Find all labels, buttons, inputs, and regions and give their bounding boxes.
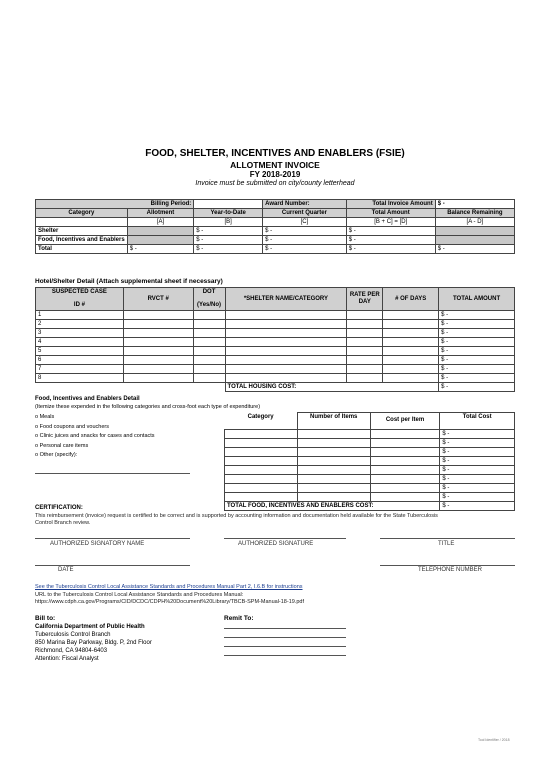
row-category: Shelter: [36, 227, 128, 236]
table-row: [225, 447, 515, 456]
table-row: [225, 483, 515, 492]
amount-cell: $ -: [439, 338, 515, 347]
cost-cell[interactable]: [370, 429, 440, 438]
table-row: [36, 245, 515, 254]
total-food-value: $ -: [440, 501, 515, 510]
rate-cell[interactable]: [347, 329, 383, 338]
table-row: [225, 456, 515, 465]
rvct-cell[interactable]: [123, 311, 193, 320]
list-item: o Meals: [35, 414, 55, 420]
table-row: [36, 329, 515, 338]
sub-blank: [36, 218, 128, 227]
table-row: [36, 374, 515, 383]
rvct-cell[interactable]: [123, 365, 193, 374]
dot-cell[interactable]: [193, 311, 225, 320]
phone-line[interactable]: [380, 565, 515, 566]
category-cell[interactable]: [225, 465, 298, 474]
number-cell[interactable]: [297, 483, 370, 492]
rvct-cell[interactable]: [123, 347, 193, 356]
days-cell[interactable]: [383, 320, 439, 329]
amount-cell: $ -: [440, 429, 515, 438]
bullet-icon: o: [35, 442, 39, 449]
cq-cell: $ -: [263, 236, 347, 245]
billing-period-label: Billing Period:: [36, 200, 194, 209]
certification-title: CERTIFICATION:: [35, 505, 83, 511]
hotel-section-title: Hotel/Shelter Detail (Attach supplemental sheet if necessary): [35, 278, 223, 285]
food-instructions: (Itemize these expended in the following categories and cross-foot each type of expenditure): [35, 404, 261, 410]
signatory-name-label: AUTHORIZED SIGNATORY NAME: [50, 541, 145, 547]
amount-cell: $ -: [440, 474, 515, 483]
shelter-cell[interactable]: [225, 311, 347, 320]
row-category: Total: [36, 245, 128, 254]
shelter-cell[interactable]: [225, 374, 347, 383]
amount-cell: $ -: [440, 456, 515, 465]
address-line: Attention: Fiscal Analyst: [35, 656, 99, 662]
rate-cell[interactable]: [347, 311, 383, 320]
amount-cell: $ -: [440, 447, 515, 456]
date-line[interactable]: [35, 565, 190, 566]
balance-cell: [435, 236, 514, 245]
cost-cell[interactable]: [370, 474, 440, 483]
hdr-rate: RATE PER DAY: [347, 288, 383, 311]
food-items-list: [35, 413, 155, 461]
amount-cell: $ -: [440, 483, 515, 492]
list-item: o Other (specify):: [35, 452, 78, 458]
amount-cell: $ -: [440, 438, 515, 447]
bullet-icon: o: [35, 452, 39, 458]
sub-ad: [A - D]: [435, 218, 514, 227]
total-cell: $ -: [346, 236, 435, 245]
allotment-cell[interactable]: [127, 227, 194, 236]
number-cell[interactable]: [297, 474, 370, 483]
cost-cell[interactable]: [370, 483, 440, 492]
dot-cell[interactable]: [193, 329, 225, 338]
rvct-cell[interactable]: [123, 356, 193, 365]
list-item: o Food coupons and vouchers: [35, 423, 110, 430]
hdr-suspected-case: SUSPECTED CASE: [51, 289, 107, 295]
certification-text: This reimbursement (invoice) request is certified to be correct and is supported by accounting information and documentation held available for the State Tuberculosis Control Branch review.: [35, 513, 438, 526]
bill-to-address: [35, 623, 152, 663]
hdr-category: Category: [225, 413, 298, 430]
days-cell[interactable]: [383, 356, 439, 365]
table-row: [225, 438, 515, 447]
sub-d: [B + C] = [D]: [346, 218, 435, 227]
allotment-cell: $ -: [127, 245, 194, 254]
remit-line[interactable]: [224, 637, 346, 638]
cost-cell[interactable]: [370, 456, 440, 465]
remit-line[interactable]: [224, 628, 346, 629]
category-cell[interactable]: [225, 492, 298, 501]
shelter-cell[interactable]: [225, 329, 347, 338]
allotment-cell[interactable]: [127, 236, 194, 245]
rate-cell[interactable]: [347, 320, 383, 329]
amount-cell: $ -: [439, 374, 515, 383]
col-allotment: Allotment: [127, 209, 194, 218]
rate-cell[interactable]: [347, 338, 383, 347]
remit-to-label: Remit To:: [224, 615, 254, 622]
rate-cell[interactable]: [347, 365, 383, 374]
days-cell[interactable]: [383, 329, 439, 338]
category-cell[interactable]: [225, 474, 298, 483]
dot-cell[interactable]: [193, 347, 225, 356]
category-cell[interactable]: [225, 483, 298, 492]
table-row: [225, 492, 515, 501]
total-food-label: TOTAL FOOD, INCENTIVES AND ENABLERS COST:: [225, 501, 440, 510]
signature-line[interactable]: [224, 538, 346, 539]
bullet-icon: o: [35, 423, 39, 430]
rate-cell[interactable]: [347, 347, 383, 356]
total-housing-label: TOTAL HOUSING COST:: [225, 383, 439, 392]
row-number: 3: [36, 329, 124, 338]
rvct-cell[interactable]: [123, 320, 193, 329]
hdr-dot-yn: (Yes/No): [197, 302, 222, 308]
rvct-cell[interactable]: [123, 338, 193, 347]
billing-period-field[interactable]: [194, 200, 263, 209]
number-cell[interactable]: [297, 438, 370, 447]
table-row: [36, 320, 515, 329]
col-ytd: Year-to-Date: [194, 209, 263, 218]
page-title: FOOD, SHELTER, INCENTIVES AND ENABLERS (FSIE): [145, 148, 405, 159]
rate-cell[interactable]: [347, 374, 383, 383]
col-category: Category: [36, 209, 128, 218]
category-cell[interactable]: [225, 456, 298, 465]
table-row: [36, 365, 515, 374]
footer-code: Tool Identifier / 2018: [478, 738, 510, 742]
total-cell: $ -: [346, 245, 435, 254]
table-row: [36, 338, 515, 347]
table-row: [225, 474, 515, 483]
hdr-id: ID #: [73, 302, 85, 308]
dot-cell[interactable]: [193, 320, 225, 329]
phone-label: TELEPHONE NUMBER: [418, 567, 483, 573]
row-category: Food, Incentives and Enablers: [36, 236, 128, 245]
address-line: Richmond, CA 94804-6403: [35, 648, 108, 654]
hotel-table: [35, 287, 515, 392]
number-cell[interactable]: [297, 429, 370, 438]
table-row: [36, 227, 515, 236]
table-row: [36, 236, 515, 245]
cost-cell[interactable]: [370, 465, 440, 474]
ytd-cell: $ -: [194, 227, 263, 236]
remit-line[interactable]: [224, 655, 346, 656]
signature-label: AUTHORIZED SIGNATURE: [238, 541, 314, 547]
number-cell[interactable]: [297, 456, 370, 465]
cq-cell: $ -: [263, 245, 347, 254]
manual-link[interactable]: See the Tuberculosis Control Local Assistance Standards and Procedures Manual Part 2, I.6.B for instructions: [35, 584, 303, 590]
hdr-dot: DOT: [202, 289, 216, 295]
manual-url[interactable]: https://www.cdph.ca.gov/Programs/CID/DCDC/CDPH%20Document%20Library/TBCB-SPM-Manual-18-19.pdf: [35, 599, 304, 605]
shelter-cell[interactable]: [225, 338, 347, 347]
table-row: [36, 347, 515, 356]
balance-cell: $ -: [435, 245, 514, 254]
row-number: 2: [36, 320, 124, 329]
dot-cell[interactable]: [193, 365, 225, 374]
dot-cell[interactable]: [193, 338, 225, 347]
bullet-icon: o: [35, 433, 39, 439]
number-cell[interactable]: [297, 465, 370, 474]
rate-cell[interactable]: [347, 356, 383, 365]
hdr-total-cost: Total Cost: [440, 413, 515, 430]
food-table: [224, 412, 515, 511]
list-item: o Personal care items: [35, 442, 89, 449]
shelter-cell[interactable]: [225, 320, 347, 329]
amount-cell: $ -: [439, 347, 515, 356]
number-cell[interactable]: [297, 447, 370, 456]
url-label: URL to the Tuberculosis Control Local Assistance Standards and Procedures Manual:: [35, 592, 244, 598]
table-row: [36, 311, 515, 320]
cost-cell[interactable]: [370, 438, 440, 447]
fiscal-year: FY 2018-2019: [249, 170, 301, 179]
category-cell[interactable]: [225, 429, 298, 438]
hdr-rvct: RVCT #: [123, 288, 193, 311]
col-current-quarter: Current Quarter: [263, 209, 347, 218]
dot-cell[interactable]: [193, 374, 225, 383]
hdr-days: # OF DAYS: [383, 288, 439, 311]
rvct-cell[interactable]: [123, 329, 193, 338]
shelter-cell[interactable]: [225, 356, 347, 365]
letterhead-note: Invoice must be submitted on city/county letterhead: [195, 180, 355, 187]
amount-cell: $ -: [440, 492, 515, 501]
hdr-total: TOTAL AMOUNT: [439, 288, 515, 311]
summary-table: [35, 199, 515, 254]
address-line: Tuberculosis Control Branch: [35, 632, 111, 638]
date-label: DATE: [58, 567, 74, 573]
days-cell[interactable]: [383, 374, 439, 383]
hdr-cost: Cost per Item: [370, 413, 440, 430]
amount-cell: $ -: [440, 465, 515, 474]
row-number: 5: [36, 347, 124, 356]
amount-cell: $ -: [439, 311, 515, 320]
category-cell[interactable]: [225, 438, 298, 447]
total-invoice-value: $ -: [435, 200, 514, 209]
sub-a: [A]: [127, 218, 194, 227]
row-number: 6: [36, 356, 124, 365]
sub-c: [C]: [263, 218, 347, 227]
ytd-cell: $ -: [194, 245, 263, 254]
rvct-cell[interactable]: [123, 374, 193, 383]
table-row: [225, 465, 515, 474]
amount-cell: $ -: [439, 365, 515, 374]
amount-cell: $ -: [439, 320, 515, 329]
amount-cell: $ -: [439, 356, 515, 365]
shelter-cell[interactable]: [225, 365, 347, 374]
other-specify-line[interactable]: [35, 473, 190, 474]
list-item: o Clinic juices and snacks for cases and contacts: [35, 433, 155, 439]
col-balance: Balance Remaining: [435, 209, 514, 218]
total-housing-value: $ -: [439, 383, 515, 392]
food-section-title: Food, Incentives and Enablers Detail: [35, 396, 140, 402]
address-line: California Department of Public Health: [35, 624, 145, 630]
total-cell: $ -: [346, 227, 435, 236]
remit-line[interactable]: [224, 646, 346, 647]
balance-cell: [435, 227, 514, 236]
bill-to-label: Bill to:: [35, 615, 56, 622]
cost-cell[interactable]: [370, 492, 440, 501]
address-line: 850 Marina Bay Parkway, Bldg. P, 2nd Floor: [35, 640, 152, 646]
col-total-amount: Total Amount: [346, 209, 435, 218]
row-number: 1: [36, 311, 124, 320]
signatory-name-line[interactable]: [35, 538, 190, 539]
hdr-number: Number of Items: [297, 413, 370, 430]
category-cell[interactable]: [225, 447, 298, 456]
cost-cell[interactable]: [370, 447, 440, 456]
page-subtitle: ALLOTMENT INVOICE: [230, 160, 320, 170]
days-cell[interactable]: [383, 365, 439, 374]
days-cell[interactable]: [383, 347, 439, 356]
table-row: [225, 429, 515, 438]
bullet-icon: o: [35, 414, 39, 420]
amount-cell: $ -: [439, 329, 515, 338]
title-line[interactable]: [380, 538, 515, 539]
table-row: [36, 356, 515, 365]
total-invoice-label: Total Invoice Amount: [346, 200, 435, 209]
ytd-cell: $ -: [194, 236, 263, 245]
number-cell[interactable]: [297, 492, 370, 501]
row-number: 7: [36, 365, 124, 374]
award-number-label: Award Number:: [263, 200, 347, 209]
title-label: TITLE: [438, 541, 455, 547]
hdr-shelter-name: *SHELTER NAME/CATEGORY: [225, 288, 347, 311]
row-number: 8: [36, 374, 124, 383]
sub-b: [B]: [194, 218, 263, 227]
cq-cell: $ -: [263, 227, 347, 236]
dot-cell[interactable]: [193, 356, 225, 365]
row-number: 4: [36, 338, 124, 347]
days-cell[interactable]: [383, 311, 439, 320]
shelter-cell[interactable]: [225, 347, 347, 356]
days-cell[interactable]: [383, 338, 439, 347]
